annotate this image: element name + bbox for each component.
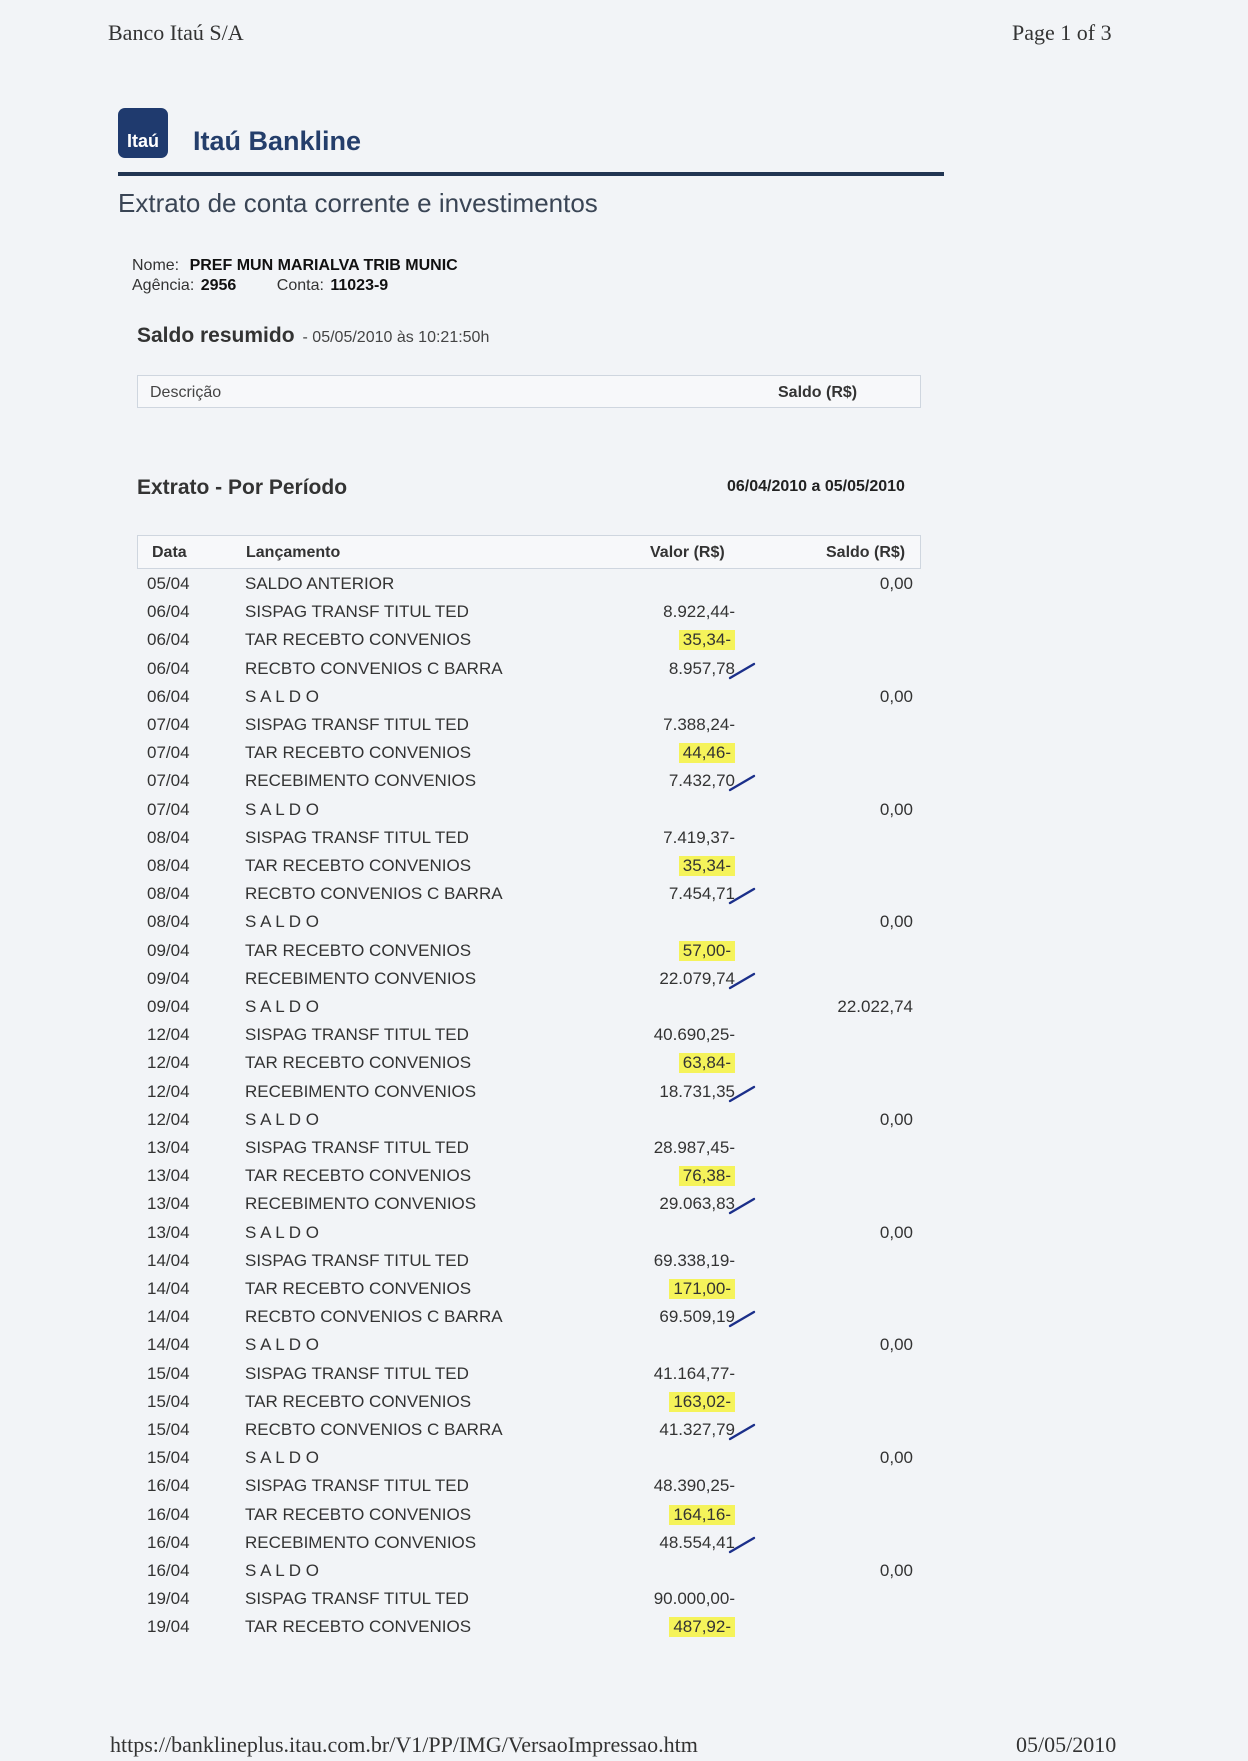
table-row [137,1362,921,1390]
row-saldo: 0,00 [879,799,913,819]
row-lancamento: RECEBIMENTO CONVENIOS [245,771,477,791]
print-header-bank: Banco Itaú S/A [108,20,244,45]
row-valor: 8.957,78 [668,658,735,678]
account-branch-line [132,277,388,295]
table-row [137,1221,921,1249]
row-valor: 8.922,44- [663,602,735,622]
col-descricao: Descrição [150,384,222,401]
brand-title: Itaú Bankline [193,126,362,156]
row-valor: 69.509,19 [659,1307,735,1327]
row-lancamento: S A L D O [245,1222,320,1242]
row-lancamento: TAR RECEBTO CONVENIOS [245,1617,472,1637]
row-date: 16/04 [147,1504,190,1524]
row-valor: 171,00- [669,1279,735,1299]
pen-check-mark-icon [727,1309,757,1329]
row-lancamento: RECEBIMENTO CONVENIOS [245,1194,477,1214]
table-row [137,1446,921,1474]
row-lancamento: S A L D O [245,1335,320,1355]
table-row [137,967,921,995]
row-valor: 7.454,71 [668,884,735,904]
agencia-number: 2956 [200,277,237,294]
row-valor: 57,00- [679,941,735,961]
row-lancamento: TAR RECEBTO CONVENIOS [245,1504,472,1524]
table-row [137,1192,921,1220]
row-lancamento: S A L D O [245,1561,320,1580]
row-lancamento: S A L D O [245,799,320,819]
row-lancamento: TAR RECEBTO CONVENIOS [245,856,472,875]
row-date: 14/04 [147,1335,190,1355]
print-footer-date: 05/05/2010 [1016,1732,1117,1757]
row-date: 15/04 [147,1448,190,1468]
row-lancamento: RECBTO CONVENIOS C BARRA [245,1307,503,1327]
row-valor: 29.063,83 [659,1194,735,1214]
row-date: 06/04 [147,686,190,706]
row-valor: 48.554,41 [659,1532,735,1552]
row-lancamento: RECEBIMENTO CONVENIOS [245,968,477,988]
header-divider [118,172,944,176]
row-saldo: 0,00 [879,912,913,932]
row-lancamento: TAR RECEBTO CONVENIOS [245,630,472,650]
row-valor: 164,16- [669,1505,735,1525]
saldo-resumido-header [137,375,921,408]
row-saldo: 22.022,74 [837,997,913,1016]
pen-check-mark-icon [727,1535,757,1555]
pen-check-mark-icon [727,661,757,681]
row-saldo: 0,00 [879,1561,913,1580]
row-lancamento: TAR RECEBTO CONVENIOS [245,1166,472,1186]
row-date: 12/04 [147,1081,190,1101]
table-row [137,1023,921,1051]
table-row [137,798,921,826]
row-valor: 41.327,79 [659,1420,735,1439]
print-footer-url: https://banklineplus.itau.com.br/V1/PP/IMG/VersaoImpressao.htm [110,1732,698,1757]
row-date: 12/04 [147,1053,190,1073]
row-valor: 22.079,74 [659,968,735,988]
table-row [137,1136,921,1164]
table-row [137,1051,921,1079]
row-date: 13/04 [147,1194,190,1214]
conta-number: 11023-9 [330,277,389,294]
row-lancamento: SISPAG TRANSF TITUL TED [245,1363,469,1383]
table-row [137,1615,921,1643]
row-lancamento: S A L D O [245,686,320,706]
row-valor: 44,46- [679,743,735,763]
col-lancamento: Lançamento [246,544,341,561]
saldo-resumido-timestamp: - 05/05/2010 às 10:21:50h [302,329,490,346]
table-row [137,1531,921,1559]
table-row [137,882,921,910]
row-date: 14/04 [147,1250,190,1270]
row-valor: 35,34- [679,630,735,650]
table-row [137,1333,921,1361]
row-date: 14/04 [147,1307,190,1327]
row-lancamento: S A L D O [245,912,320,932]
row-lancamento: TAR RECEBTO CONVENIOS [245,1391,472,1411]
extrato-table-header [137,535,921,569]
row-lancamento: S A L D O [245,997,320,1016]
row-valor: 41.164,77- [653,1363,735,1383]
row-valor: 7.388,24- [663,715,735,734]
table-row [137,1587,921,1615]
extrato-title: Extrato - Por Período [137,476,348,499]
row-valor: 163,02- [669,1392,735,1412]
row-lancamento: TAR RECEBTO CONVENIOS [245,1279,472,1298]
col-data: Data [152,544,187,561]
col-valor: Valor (R$) [650,544,725,561]
row-valor: 63,84- [679,1053,735,1073]
pen-check-mark-icon [727,1196,757,1216]
pen-check-mark-icon [727,971,757,991]
pen-check-mark-icon [727,1422,757,1442]
col-saldo-rs: Saldo (R$) [826,544,906,561]
table-row [137,1559,921,1587]
row-date: 13/04 [147,1222,190,1242]
row-date: 15/04 [147,1391,190,1411]
row-date: 19/04 [147,1617,190,1637]
account-name-line [132,257,458,275]
table-row [137,1108,921,1136]
col-saldo: Saldo (R$) [778,384,858,401]
conta-label: Conta: [276,277,324,294]
row-valor: 28.987,45- [653,1138,735,1157]
row-date: 16/04 [147,1532,190,1552]
row-lancamento: SISPAG TRANSF TITUL TED [245,1476,469,1496]
row-date: 09/04 [147,940,190,960]
row-saldo: 0,00 [879,686,913,706]
row-valor: 48.390,25- [653,1476,735,1496]
table-row [137,1277,921,1305]
row-saldo: 0,00 [879,1448,913,1468]
table-row [137,1305,921,1333]
row-lancamento: RECEBIMENTO CONVENIOS [245,1081,477,1101]
row-saldo: 0,00 [879,1109,913,1129]
row-saldo: 0,00 [879,574,913,593]
row-valor: 487,92- [669,1617,735,1637]
table-row [137,713,921,741]
row-lancamento: SISPAG TRANSF TITUL TED [245,827,469,847]
row-lancamento: SISPAG TRANSF TITUL TED [245,602,469,622]
account-name: PREF MUN MARIALVA TRIB MUNIC [189,257,458,274]
row-date: 07/04 [147,743,190,763]
row-saldo: 0,00 [879,1335,913,1355]
row-date: 07/04 [147,799,190,819]
row-date: 08/04 [147,856,190,875]
table-row [137,1249,921,1277]
pen-check-mark-icon [727,1084,757,1104]
row-valor: 35,34- [679,856,735,876]
row-lancamento: RECEBIMENTO CONVENIOS [245,1532,477,1552]
row-date: 12/04 [147,1025,190,1045]
row-date: 08/04 [147,827,190,847]
saldo-resumido-label: Saldo resumido [137,324,295,347]
row-valor: 7.419,37- [663,827,735,847]
table-row [137,826,921,854]
row-saldo: 0,00 [879,1222,913,1242]
row-lancamento: SISPAG TRANSF TITUL TED [245,715,469,734]
table-row [137,628,921,656]
row-lancamento: SISPAG TRANSF TITUL TED [245,1250,469,1270]
document-title: Extrato de conta corrente e investimentos [118,188,598,218]
row-lancamento: TAR RECEBTO CONVENIOS [245,940,472,960]
table-row [137,910,921,938]
row-date: 19/04 [147,1589,190,1609]
table-row [137,939,921,967]
row-date: 08/04 [147,912,190,932]
table-row [137,1080,921,1108]
row-lancamento: S A L D O [245,1448,320,1468]
row-lancamento: TAR RECEBTO CONVENIOS [245,743,472,763]
row-lancamento: SALDO ANTERIOR [245,574,395,593]
row-valor: 7.432,70 [668,771,735,791]
row-date: 13/04 [147,1166,190,1186]
table-row [137,769,921,797]
row-lancamento: RECBTO CONVENIOS C BARRA [245,884,503,904]
row-date: 07/04 [147,771,190,791]
row-valor: 76,38- [679,1166,735,1186]
pen-check-mark-icon [727,886,757,906]
row-valor: 18.731,35 [659,1081,735,1101]
row-date: 16/04 [147,1561,190,1580]
row-lancamento: S A L D O [245,1109,320,1129]
table-row [137,685,921,713]
itau-logo-icon [118,108,168,158]
row-date: 15/04 [147,1420,190,1439]
row-date: 13/04 [147,1138,190,1157]
row-valor: 69.338,19- [653,1250,735,1270]
table-row [137,1503,921,1531]
row-date: 06/04 [147,602,190,622]
table-row [137,1164,921,1192]
table-row [137,1390,921,1418]
table-row [137,657,921,685]
pen-check-mark-icon [727,773,757,793]
row-date: 06/04 [147,658,190,678]
row-date: 09/04 [147,997,190,1016]
row-date: 06/04 [147,630,190,650]
table-row [137,1474,921,1502]
row-valor: 40.690,25- [653,1025,735,1045]
table-row [137,995,921,1023]
row-valor: 90.000,00- [653,1589,735,1609]
row-lancamento: TAR RECEBTO CONVENIOS [245,1053,472,1073]
row-lancamento: RECBTO CONVENIOS C BARRA [245,1420,503,1439]
row-lancamento: SISPAG TRANSF TITUL TED [245,1589,469,1609]
saldo-resumido-title [137,324,489,348]
table-row [137,741,921,769]
row-lancamento: SISPAG TRANSF TITUL TED [245,1025,469,1045]
row-date: 16/04 [147,1476,190,1496]
print-header-page: Page 1 of 3 [1012,20,1112,45]
table-row [137,854,921,882]
table-row [137,600,921,628]
table-row [137,1418,921,1446]
row-date: 08/04 [147,884,190,904]
table-row [137,572,921,600]
logo-text: Itaú [126,131,159,151]
period-range: 06/04/2010 a 05/05/2010 [727,478,905,495]
row-date: 14/04 [147,1279,190,1298]
row-date: 09/04 [147,968,190,988]
row-date: 07/04 [147,715,190,734]
agencia-label: Agência: [132,277,195,294]
row-date: 05/04 [147,574,190,593]
row-lancamento: RECBTO CONVENIOS C BARRA [245,658,503,678]
row-date: 15/04 [147,1363,190,1383]
nome-label: Nome: [132,257,180,274]
row-date: 12/04 [147,1109,190,1129]
row-lancamento: SISPAG TRANSF TITUL TED [245,1138,469,1157]
